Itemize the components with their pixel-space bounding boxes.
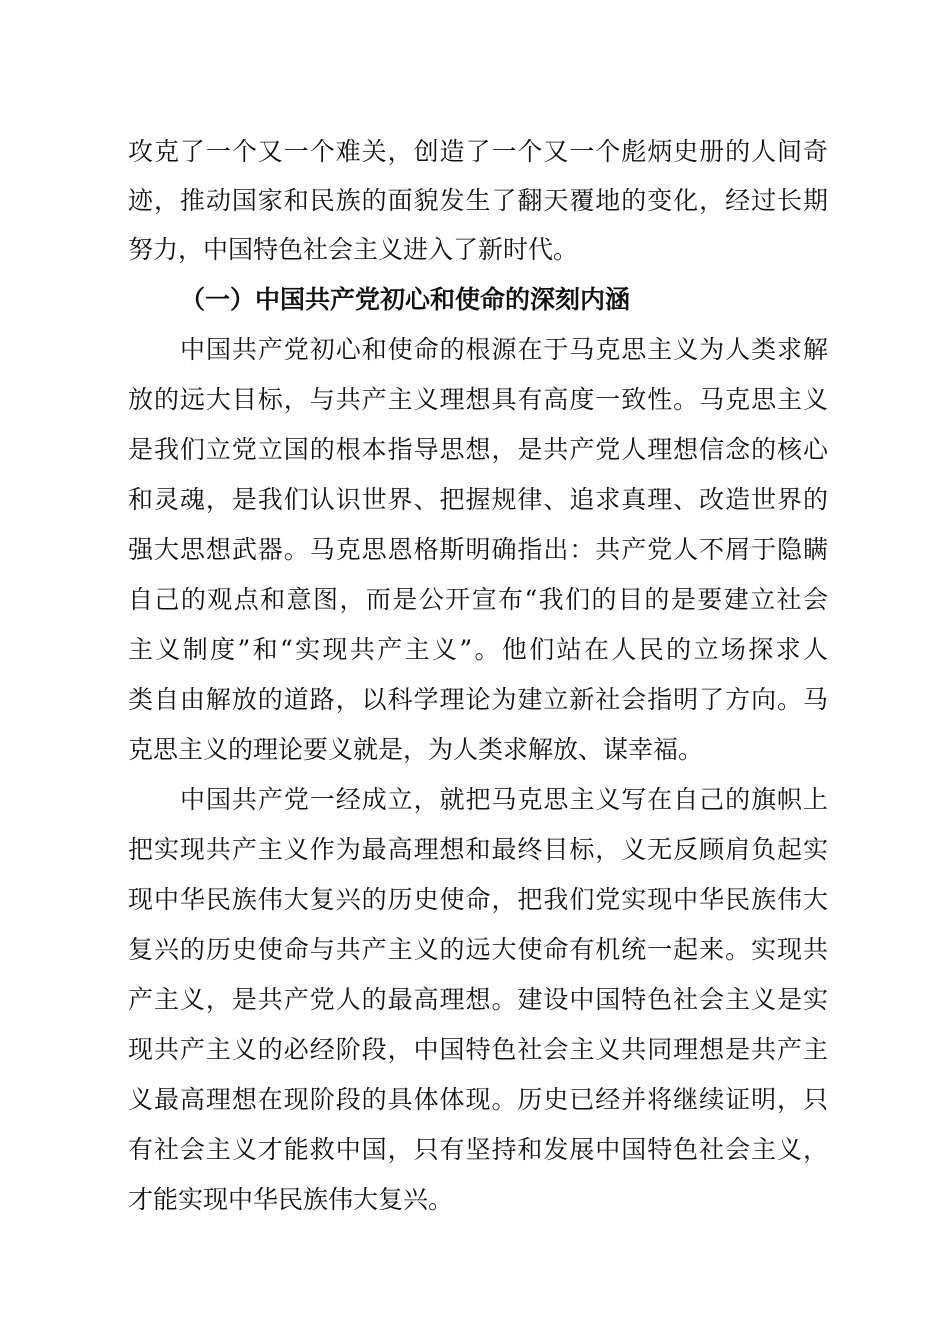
- paragraph-line: 中国共产党初心和使命的根源在于马克思主义为人类求解: [180, 335, 828, 364]
- paragraph-line: 义最高理想在现阶段的具体体现。历史已经并将继续证明，只: [128, 1085, 828, 1114]
- paragraph-line: 和灵魂，是我们认识世界、把握规律、追求真理、改造世界的: [128, 485, 828, 514]
- paragraph-line: 现共产主义的必经阶段，中国特色社会主义共同理想是共产主: [128, 1035, 828, 1064]
- paragraph-line: 把实现共产主义作为最高理想和最终目标，义无反顾肩负起实: [128, 835, 828, 864]
- paragraph-line: 自己的观点和意图，而是公开宣布“我们的目的是要建立社会: [128, 585, 828, 614]
- paragraph-line: 有社会主义才能救中国，只有坚持和发展中国特色社会主义，: [128, 1135, 828, 1164]
- paragraph-line: 现中华民族伟大复兴的历史使命，把我们党实现中华民族伟大: [128, 885, 828, 914]
- paragraph-line: 克思主义的理论要义就是，为人类求解放、谋幸福。: [128, 735, 704, 764]
- paragraph-line: 攻克了一个又一个难关，创造了一个又一个彪炳史册的人间奇: [128, 137, 828, 166]
- paragraph-line: 放的远大目标，与共产主义理想具有高度一致性。马克思主义: [128, 385, 828, 414]
- paragraph-line: 复兴的历史使命与共产主义的远大使命有机统一起来。实现共: [128, 935, 828, 964]
- paragraph-line: 产主义，是共产党人的最高理想。建设中国特色社会主义是实: [128, 985, 828, 1014]
- paragraph-line: 是我们立党立国的根本指导思想，是共产党人理想信念的核心: [128, 435, 828, 464]
- paragraph-line: 中国共产党一经成立，就把马克思主义写在自己的旗帜上: [180, 785, 828, 814]
- paragraph-line: 主义制度”和“实现共产主义”。他们站在人民的立场探求人: [128, 635, 828, 664]
- paragraph-line: 强大思想武器。马克思恩格斯明确指出：共产党人不屑于隐瞒: [128, 535, 828, 564]
- paragraph-line: 类自由解放的道路，以科学理论为建立新社会指明了方向。马: [128, 685, 828, 714]
- paragraph-line: 才能实现中华民族伟大复兴。: [128, 1185, 454, 1214]
- paragraph-line: 努力，中国特色社会主义进入了新时代。: [128, 235, 579, 264]
- paragraph-line: 迹，推动国家和民族的面貌发生了翻天覆地的变化，经过长期: [128, 186, 828, 215]
- section-heading: （一）中国共产党初心和使命的深刻内涵: [180, 285, 631, 314]
